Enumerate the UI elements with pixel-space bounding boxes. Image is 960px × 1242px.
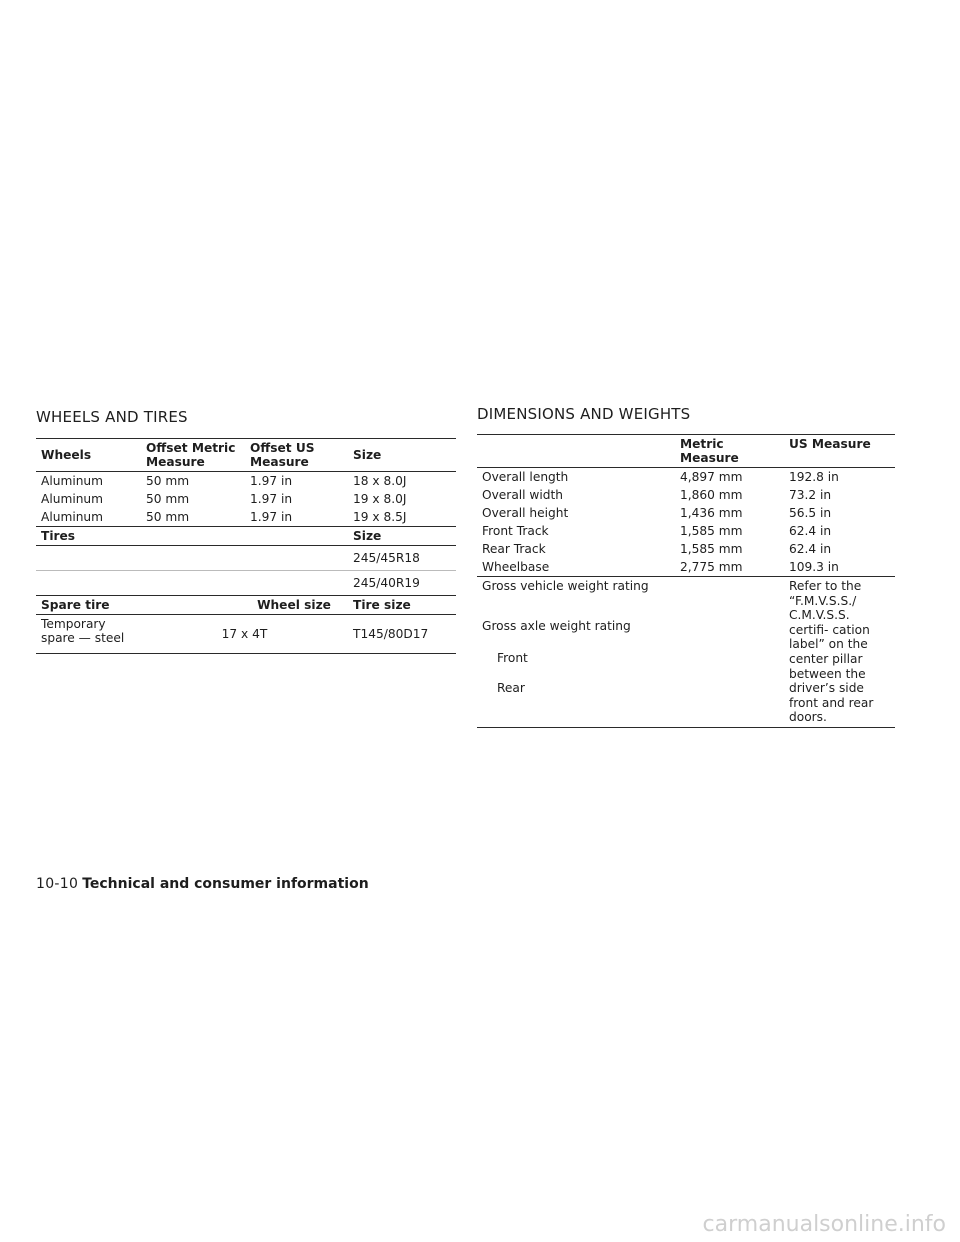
spare-header-row: [36, 596, 456, 615]
wheel-size: 19 x 8.0J: [353, 492, 407, 506]
tire-size-row: [36, 571, 456, 596]
gawr-label: Gross axle weight rating: [482, 619, 631, 633]
dimension-metric: 2,775 mm: [680, 560, 743, 574]
dimension-metric: 1,860 mm: [680, 488, 743, 502]
dimension-row: [477, 522, 895, 540]
tires-header-row: [36, 527, 456, 546]
wheel-row: [36, 508, 456, 527]
dimension-us: 56.5 in: [789, 506, 832, 520]
wheel-offset-metric: 50 mm: [146, 510, 190, 524]
us-col-header: US Measure: [784, 435, 895, 468]
spare-row: [36, 615, 456, 654]
dimension-us: 73.2 in: [789, 488, 832, 502]
dimension-row: [477, 486, 895, 504]
wheel-type: Aluminum: [41, 510, 104, 524]
spare-type: Temporary spare — steel: [36, 615, 141, 654]
dimensions-header-row: [477, 435, 895, 468]
tires-col-header: Tires: [36, 527, 348, 546]
wheel-row: [36, 472, 456, 491]
watermark: carmanualsonline.info: [702, 1212, 946, 1237]
gvwr-label: Gross vehicle weight rating: [482, 579, 649, 593]
tire-size-row: [36, 546, 456, 571]
certification-label-note: Refer to the “F.M.V.S.S./ C.M.V.S.S. certifi- cation label” on the center pillar between the driver’s side front and rear doors.: [784, 577, 895, 728]
dimension-row: [477, 468, 895, 487]
wheel-size: 18 x 8.0J: [353, 474, 407, 488]
dimension-label: Overall height: [482, 506, 569, 520]
dimension-us: 192.8 in: [789, 470, 839, 484]
offset-metric-col-header: Offset Metric Measure: [141, 439, 245, 472]
dimension-metric: 4,897 mm: [680, 470, 743, 484]
tire-size-col-header: Size: [348, 527, 456, 546]
tire-size: 245/45R18: [353, 551, 420, 565]
weight-rating-row: [477, 577, 895, 728]
dimension-label: Overall width: [482, 488, 564, 502]
dimension-label: Rear Track: [482, 542, 546, 556]
dimension-metric: 1,436 mm: [680, 506, 743, 520]
dimension-us: 62.4 in: [789, 542, 832, 556]
metric-col-header: Metric Measure: [675, 435, 784, 468]
wheel-size-col-header: Wheel size: [245, 596, 348, 615]
dimension-label: Overall length: [482, 470, 569, 484]
page-footer: [36, 876, 369, 892]
dimensions-weights-title: DIMENSIONS AND WEIGHTS: [477, 405, 691, 423]
page-number: 10-10: [36, 876, 79, 892]
axle-front-label: Front: [497, 651, 528, 665]
wheel-offset-metric: 50 mm: [146, 492, 190, 506]
tire-size: 245/40R19: [348, 571, 456, 596]
dimension-label: Wheelbase: [482, 560, 550, 574]
wheel-offset-us: 1.97 in: [250, 492, 293, 506]
dimension-metric: 1,585 mm: [680, 542, 743, 556]
wheel-size: 19 x 8.5J: [353, 510, 407, 524]
wheels-header-row: [36, 439, 456, 472]
dimension-row: [477, 540, 895, 558]
wheel-offset-metric: 50 mm: [146, 474, 190, 488]
dimension-row: [477, 504, 895, 522]
wheel-type: Aluminum: [41, 474, 104, 488]
wheels-col-header: Wheels: [36, 439, 141, 472]
section-name: Technical and consumer information: [82, 876, 369, 892]
spare-tire-size-col-header: Tire size: [348, 596, 456, 615]
wheel-offset-us: 1.97 in: [250, 510, 293, 524]
dimension-us: 109.3 in: [789, 560, 839, 574]
spare-tire-size: T145/80D17: [348, 615, 456, 654]
wheels-tires-table: [36, 438, 456, 654]
axle-rear-label: Rear: [497, 681, 525, 695]
offset-us-col-header: Offset US Measure: [245, 439, 348, 472]
dimensions-table: [477, 434, 895, 728]
size-col-header: Size: [348, 439, 456, 472]
wheel-offset-us: 1.97 in: [250, 474, 293, 488]
wheels-tires-title: WHEELS AND TIRES: [36, 408, 188, 426]
dimension-metric: 1,585 mm: [680, 524, 743, 538]
spare-tire-col-header: Spare tire: [36, 596, 245, 615]
dimension-row: [477, 558, 895, 577]
wheel-row: [36, 490, 456, 508]
dimension-us: 62.4 in: [789, 524, 832, 538]
spare-wheel-size: 17 x 4T: [141, 615, 348, 654]
wheel-type: Aluminum: [41, 492, 104, 506]
dimension-label: Front Track: [482, 524, 549, 538]
